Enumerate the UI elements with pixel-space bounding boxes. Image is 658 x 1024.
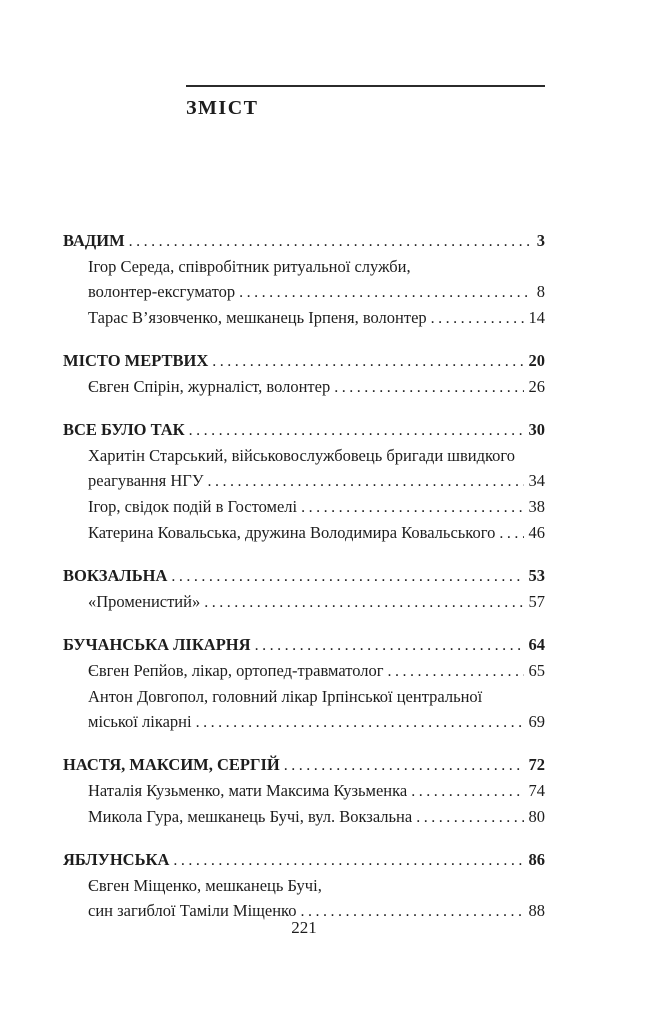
dot-leader (416, 804, 523, 830)
toc-section-title-text: ВАДИМ (63, 231, 125, 250)
toc-section-title-text: БУЧАНСЬКА ЛІКАРНЯ (63, 635, 251, 654)
dot-leader (173, 847, 523, 873)
toc-page-number: 14 (528, 308, 545, 327)
toc-entry-line (63, 520, 545, 546)
dot-leader (301, 494, 523, 520)
header-rule (186, 85, 545, 87)
toc-section-title-text: ВСЕ БУЛО ТАК (63, 420, 185, 439)
dot-leader (212, 348, 523, 374)
toc-entry-text: Ігор Середа, співробітник ритуальної служби, (88, 257, 411, 276)
toc-page-number: 46 (528, 523, 545, 542)
dot-leader (189, 417, 524, 443)
toc-section (63, 417, 545, 546)
dot-leader (208, 468, 524, 494)
toc-section-title-text: ЯБЛУНСЬКА (63, 850, 170, 869)
toc-item (63, 658, 545, 684)
toc-item (63, 684, 545, 735)
toc-section-title-text: ВОКЗАЛЬНА (63, 566, 168, 585)
toc-section (63, 632, 545, 735)
toc-entry-line (63, 589, 545, 615)
toc-page-number: 38 (528, 497, 545, 516)
toc-section-title (63, 563, 545, 589)
toc-page-number: 3 (536, 231, 545, 250)
toc-section-title (63, 348, 545, 374)
dot-leader (284, 752, 524, 778)
toc-entry-line (63, 684, 545, 709)
dot-leader (239, 279, 532, 305)
toc-page-number: 88 (528, 901, 545, 920)
toc-entry-text: волонтер-ексгуматор (88, 282, 236, 301)
toc-entry-text: Євген Міщенко, мешканець Бучі, (88, 876, 322, 895)
toc-section-title (63, 752, 545, 778)
toc-section-title (63, 417, 545, 443)
dot-leader (388, 658, 524, 684)
toc-entry-line (63, 494, 545, 520)
toc-entry-line (63, 804, 545, 830)
toc-page-number: 80 (528, 807, 545, 826)
toc-page-number: 26 (528, 377, 545, 396)
toc-entry-text: Євген Спірін, журналіст, волонтер (88, 377, 331, 396)
toc-section (63, 563, 545, 615)
toc-page-number: 8 (536, 282, 545, 301)
toc-entry-text: міської лікарні (88, 712, 192, 731)
toc-item (63, 873, 545, 924)
toc-page-number: 57 (528, 592, 545, 611)
toc-section-title-text: НАСТЯ, МАКСИМ, СЕРГІЙ (63, 755, 280, 774)
toc-entry-line (63, 305, 545, 331)
toc-section (63, 752, 545, 830)
toc-entry-text: Харитін Старський, військовослужбовець бригади швидкого (88, 446, 516, 465)
toc-section-title-text: МІСТО МЕРТВИХ (63, 351, 209, 370)
toc-item (63, 443, 545, 494)
toc-item (63, 589, 545, 615)
dot-leader (196, 709, 524, 735)
page-number: 221 (291, 918, 317, 937)
toc-entry-text: Євген Репйов, лікар, ортопед-травматолог (88, 661, 384, 680)
dot-leader (334, 374, 523, 400)
dot-leader (204, 589, 523, 615)
toc-entry-text: Катерина Ковальська, дружина Володимира Ковальського (88, 523, 496, 542)
toc-item (63, 305, 545, 331)
toc-page-number: 74 (528, 781, 545, 800)
toc-section (63, 228, 545, 331)
toc-entry-line (63, 254, 545, 279)
toc-item (63, 254, 545, 305)
toc-page-number: 65 (528, 661, 545, 680)
toc-entry-text: син загиблої Таміли Міщенко (88, 901, 297, 920)
toc-page-number: 20 (528, 351, 545, 370)
toc-item (63, 778, 545, 804)
toc-entry-text: «Променистий» (88, 592, 201, 611)
toc-section (63, 348, 545, 400)
toc-entry-line (63, 279, 545, 305)
toc-page-number: 69 (528, 712, 545, 731)
toc-item (63, 520, 545, 546)
toc-section-title (63, 847, 545, 873)
toc-item (63, 804, 545, 830)
toc (63, 228, 545, 924)
toc-entry-line (63, 709, 545, 735)
dot-leader (255, 632, 524, 658)
toc-entry-text: Наталія Кузьменко, мати Максима Кузьменка (88, 781, 408, 800)
contents-header (186, 85, 545, 120)
dot-leader (129, 228, 532, 254)
toc-page-number: 64 (528, 635, 545, 654)
toc-page-number: 86 (528, 850, 545, 869)
toc-page-number: 34 (528, 471, 545, 490)
toc-entry-line (63, 374, 545, 400)
toc-entry-text: Тарас В’язовченко, мешканець Ірпеня, волонтер (88, 308, 427, 327)
toc-page-number: 72 (528, 755, 545, 774)
toc-entry-line (63, 778, 545, 804)
toc-section (63, 847, 545, 924)
dot-leader (171, 563, 523, 589)
toc-page-number: 30 (528, 420, 545, 439)
contents-title: ЗМІСТ (186, 97, 259, 119)
toc-entry-text: Антон Довгопол, головний лікар Ірпінської центральної (88, 687, 483, 706)
toc-entry-text: Ігор, свідок подій в Гостомелі (88, 497, 298, 516)
toc-item (63, 494, 545, 520)
toc-entry-text: реагування НГУ (88, 471, 204, 490)
dot-leader (431, 305, 524, 331)
toc-entry-line (63, 443, 545, 468)
toc-entry-text: Микола Гура, мешканець Бучі, вул. Вокзальна (88, 807, 413, 826)
toc-entry-line (63, 873, 545, 898)
dot-leader (499, 520, 523, 546)
toc-section-title (63, 228, 545, 254)
toc-entry-line (63, 468, 545, 494)
dot-leader (411, 778, 523, 804)
toc-page-number: 53 (528, 566, 545, 585)
toc-item (63, 374, 545, 400)
toc-section-title (63, 632, 545, 658)
toc-entry-line (63, 658, 545, 684)
